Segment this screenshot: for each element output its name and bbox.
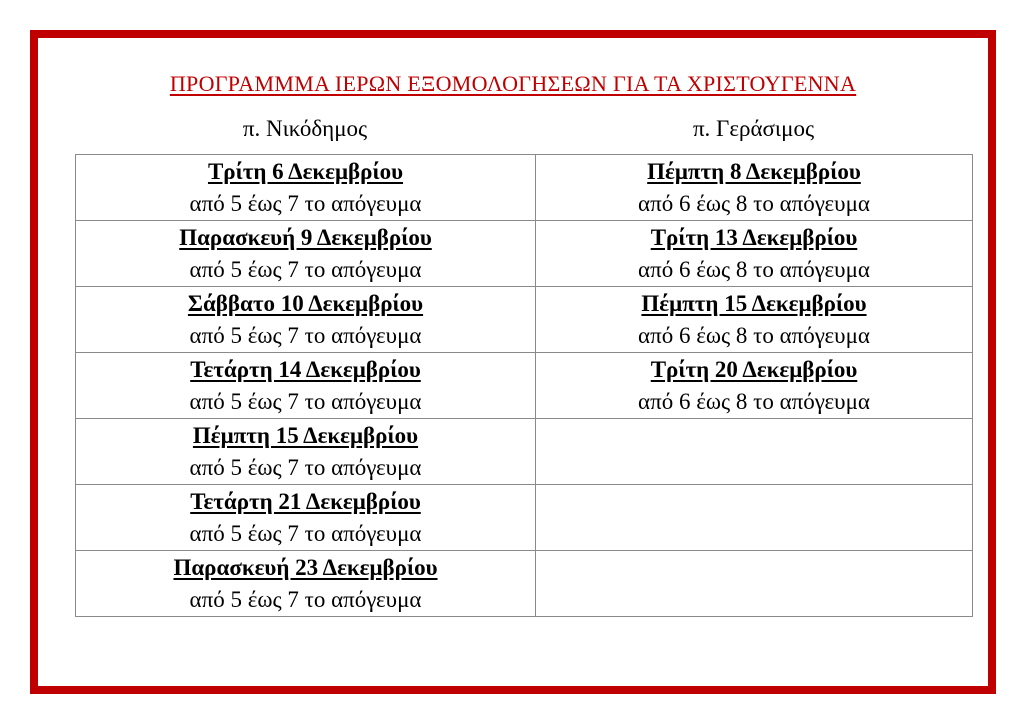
schedule-cell-gerasimos	[536, 287, 973, 353]
session-day: Πέμπτη 15 Δεκεμβρίου	[641, 290, 867, 316]
session-time: από 5 έως 7 το απόγευμα	[189, 322, 422, 348]
schedule-cell-gerasimos	[536, 155, 973, 221]
session-time: από 5 έως 7 το απόγευμα	[189, 520, 422, 546]
session-day: Σάββατο 10 Δεκεμβρίου	[187, 290, 424, 316]
session-day: Πέμπτη 15 Δεκεμβρίου	[192, 422, 419, 448]
table-row	[76, 353, 973, 419]
schedule-cell-gerasimos	[536, 485, 973, 551]
table-row	[76, 287, 973, 353]
session-time: από 6 έως 8 το απόγευμα	[638, 256, 870, 282]
schedule-cell-gerasimos	[536, 353, 973, 419]
table-row	[76, 155, 973, 221]
table-row	[76, 485, 973, 551]
table-row	[76, 419, 973, 485]
session-day: Τετάρτη 14 Δεκεμβρίου	[190, 356, 421, 382]
session-day: Παρασκευή 23 Δεκεμβρίου	[173, 554, 438, 580]
priest-heading-gerasimos: π. Γεράσιμος	[692, 116, 815, 141]
confession-schedule-table	[75, 154, 973, 617]
session-day: Παρασκευή 9 Δεκεμβρίου	[179, 224, 432, 250]
session-day: Τρίτη 20 Δεκεμβρίου	[650, 356, 858, 382]
schedule-cell-nikodimos	[76, 155, 536, 221]
schedule-cell-gerasimos	[536, 551, 973, 617]
session-time: από 5 έως 7 το απόγευμα	[189, 190, 422, 216]
schedule-cell-gerasimos	[536, 221, 973, 287]
schedule-cell-nikodimos	[76, 485, 536, 551]
schedule-cell-nikodimos	[76, 419, 536, 485]
schedule-cell-nikodimos	[76, 221, 536, 287]
schedule-body	[76, 155, 973, 617]
session-time: από 5 έως 7 το απόγευμα	[189, 586, 422, 612]
session-time: από 5 έως 7 το απόγευμα	[189, 454, 422, 480]
table-row	[76, 551, 973, 617]
priest-heading-nikodimos: π. Νικόδημος	[242, 116, 368, 141]
schedule-cell-nikodimos	[76, 551, 536, 617]
session-time: από 5 έως 7 το απόγευμα	[189, 388, 422, 414]
schedule-cell-gerasimos	[536, 419, 973, 485]
schedule-cell-nikodimos	[76, 353, 536, 419]
session-time: από 6 έως 8 το απόγευμα	[638, 190, 870, 216]
session-day: Τρίτη 6 Δεκεμβρίου	[207, 158, 404, 184]
document-title: ΠΡΟΓΡΑΜΜΜΑ ΙΕΡΩΝ ΕΞΟΜΟΛΟΓΗΣΕΩΝ ΓΙΑ ΤΑ ΧΡΙΣΤΟΥΓΕΝΝΑ	[169, 71, 857, 96]
session-day: Πέμπτη 8 Δεκεμβρίου	[647, 158, 861, 184]
session-time: από 6 έως 8 το απόγευμα	[638, 388, 870, 414]
table-row	[76, 221, 973, 287]
session-day: Τετάρτη 21 Δεκεμβρίου	[190, 488, 421, 514]
session-time: από 5 έως 7 το απόγευμα	[189, 256, 422, 282]
session-time: από 6 έως 8 το απόγευμα	[638, 322, 870, 348]
schedule-cell-nikodimos	[76, 287, 536, 353]
session-day: Τρίτη 13 Δεκεμβρίου	[650, 224, 858, 250]
